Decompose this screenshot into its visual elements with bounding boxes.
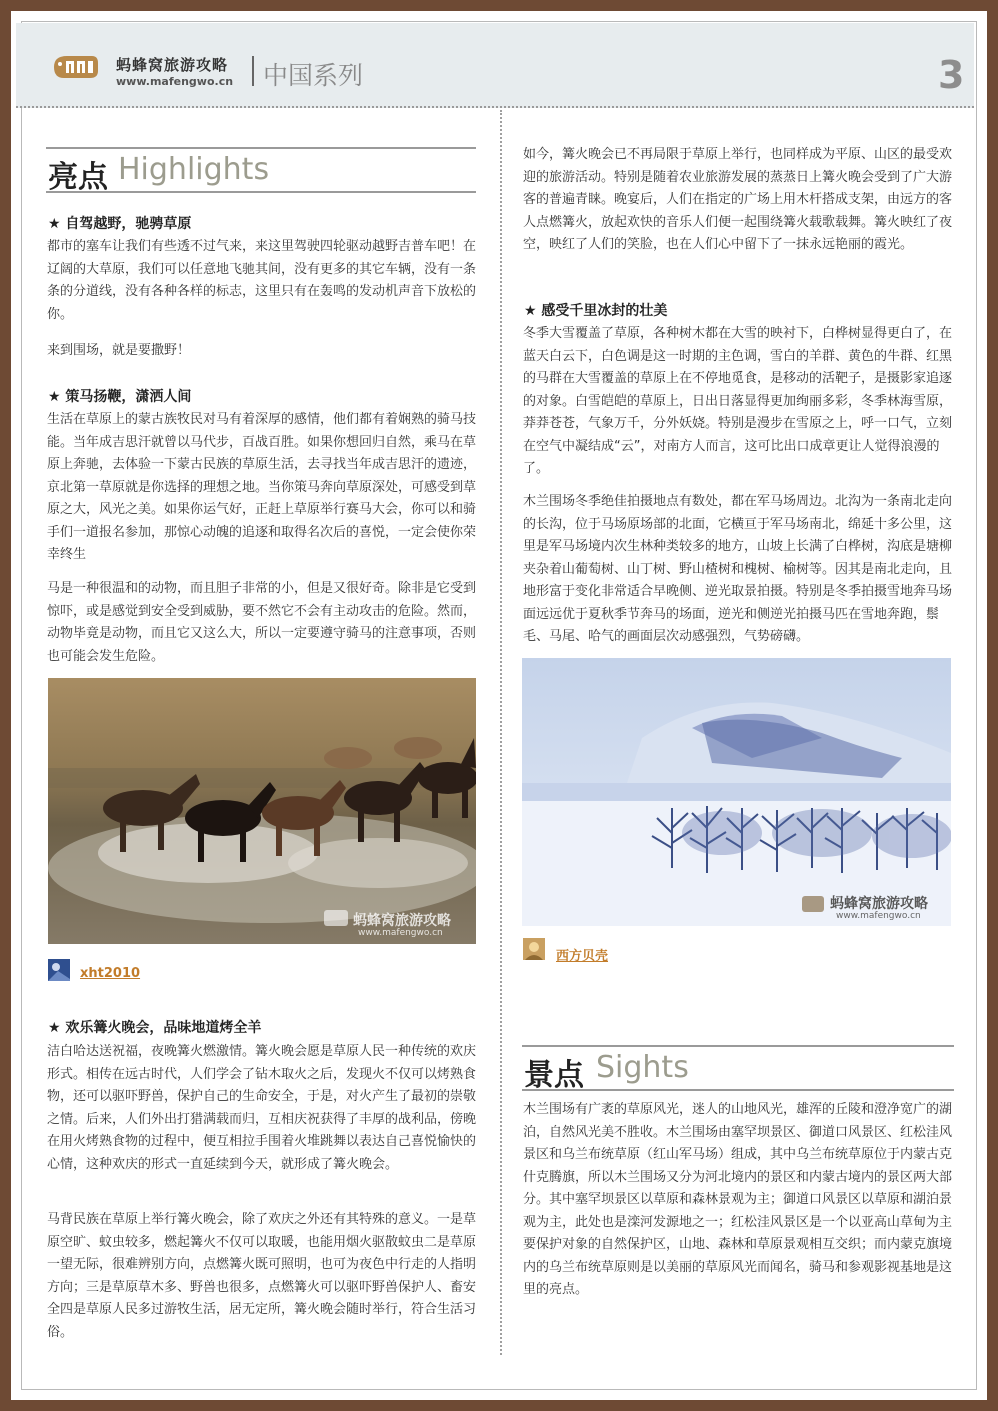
paragraph-wild: 来到围场，就是要撒野！ bbox=[47, 343, 191, 358]
brand-url: www.mafengwo.cn bbox=[116, 75, 234, 88]
paragraph-bonfire: 洁白哈达送祝福，夜晚篝火燃激情。篝火晚会愿是草原人民一种传统的欢庆形式。相传在远古时代，人们学会了钻木取火之后，发现火不仅可以烤熟食物，还可以驱吓野兽，保护自己的生命安全，于是，对火产生了最初的崇敬之情。后来，人们外出打猎满载而归，互相庆祝获得了丰厚的战利品，傍晚在用火烤熟食物的过程中，便互相拉手围着火堆跳舞以表达自己喜悦愉快的心情，这种欢庆的形式一直延续到今天，就形成了篝火晚会。 bbox=[47, 1044, 477, 1172]
paragraph-horse-safety: 马是一种很温和的动物，而且胆子非常的小，但是又很好奇。除非是它受到惊吓，或是感觉到安全受到威胁，要不然它不会有主动攻击的危险。然而，动物毕竟是动物，而且它又这么大，所以一定要遵守骑马的注意事项，否则也可能会发生危险。 bbox=[47, 581, 477, 664]
photo-credit-xifangbeike[interactable]: 西方贝壳 bbox=[556, 949, 609, 964]
paragraph-sights: 木兰围场有广袤的草原风光，迷人的山地风光，雄浑的丘陵和澄净宽广的湖泊，自然风光美不胜收。木兰围场由塞罕坝景区、御道口风景区、红松洼风景区和乌兰布统草原（红山军马场）组成，其中乌兰布统草原位于内蒙古克什克腾旗，所以木兰围场又分为河北境内的景区和内蒙古境内的景区两大部分。其中塞罕坝景区以草原和森林景观为主；御道口风景区以草原和湖泊景观为主，此处也是滦河发源地之一；红松洼风景区是一个以亚高山草甸为主要保护对象的自然保护区，山地、森林和草原景观相互交织；而内蒙克旗境内的乌兰布统草原则是以美丽的草原风光而闻名，骑马和参观影视基地是这里的亮点。 bbox=[523, 1102, 953, 1297]
sights-title-en: Sights bbox=[596, 1050, 689, 1085]
subheading-horse-riding: ★ 策马扬鞭，潇洒人间 bbox=[48, 389, 192, 405]
paragraph-self-drive: 都市的塞车让我们有些透不过气来，来这里驾驶四轮驱动越野吉普车吧！在辽阔的大草原，我们可以任意地飞驰其间，没有更多的其它车辆，没有一条条的分道线，没有各种各样的标志，这里只有在轰鸣的发动机声音下放松的你。 bbox=[47, 239, 477, 322]
user-avatar-xifangbeike[interactable] bbox=[523, 938, 545, 960]
paragraph-bonfire-today: 如今，篝火晚会已不再局限于草原上举行，也同样成为平原、山区的最受欢迎的旅游活动。特别是随着农业旅游发展的蒸蒸日上篝火晚会受到了广大游客的普遍青睐。晚宴后，人们在指定的广场上用木杆搭成支架，由远方的客人点燃篝火，放起欢快的音乐人们便一起围绕篝火载歌载舞。篝火映红了夜空，映红了人们的笑脸，也在人们心中留下了一抹永远艳丽的霞光。 bbox=[523, 147, 953, 252]
highlights-title-zh: 亮点 bbox=[48, 160, 108, 195]
page-header bbox=[16, 23, 974, 108]
column-divider bbox=[500, 110, 502, 1355]
snow-photo-image bbox=[522, 658, 951, 926]
subheading-self-drive: ★ 自驾越野，驰骋草原 bbox=[48, 216, 192, 232]
paragraph-winter-photography: 木兰围场冬季绝佳拍摄地点有数处，都在军马场周边。北沟为一条南北走向的长沟，位于马场原场部的北面，它横亘于军马场南北，绵延十多公里，这里是军马场境内次生林种类较多的地方，山坡上长满了白桦树，沟底是塘柳夹杂着山葡萄树、山丁树、野山楂树和槐树、榆树等。因其是南北走向，且地形富于变化非常适合早晚侧、逆光取景拍摄。特别是冬季拍摄雪地奔马场面远远优于夏秋季节奔马的场面，逆光和侧逆光拍摄马匹在雪地奔跑，鬃毛、马尾、哈气的画面层次动感强烈，气势磅礴。 bbox=[523, 494, 953, 644]
paragraph-horse-riding: 生活在草原上的蒙古族牧民对马有着深厚的感情，他们都有着娴熟的骑马技能。当年成吉思汗就曾以马代步，百战百胜。如果你想回归自然，乘马在草原上奔驰，去体验一下蒙古民族的草原生活，去寻找当年成吉思汗的遗迹，京北第一草原就是你选择的理想之地。当你策马奔向草原深处，可感受到草原之大，风光之美。如果你运气好，正赶上草原举行赛马大会，你可以和骑手们一道报名参加，那惊心动魄的追逐和取得名次后的喜悦，一定会使你荣幸终生 bbox=[47, 412, 477, 562]
subheading-winter: ★ 感受千里冰封的壮美 bbox=[524, 303, 668, 319]
photo1-watermark-url: www.mafengwo.cn bbox=[358, 928, 443, 938]
series-title: 中国系列 bbox=[263, 61, 364, 90]
horses-photo bbox=[48, 678, 476, 944]
snow-photo bbox=[522, 658, 951, 926]
paragraph-bonfire-meaning: 马背民族在草原上举行篝火晚会，除了欢庆之外还有其特殊的意义。一是草原空旷、蚊虫较多，燃起篝火不仅可以取暖，也能用烟火驱散蚊虫二是草原一望无际，很难辨别方向，点燃篝火既可照明，也可为夜色中行走的人指明方向；三是草原草木多、野兽也很多，点燃篝火可以驱吓野兽保护人、畜安全四是草原人民多过游牧生活，居无定所，篝火晚会随时举行，符合生活习俗。 bbox=[47, 1212, 477, 1340]
photo-credit-xht2010[interactable]: xht2010 bbox=[80, 966, 141, 981]
photo1-watermark: 蚂蜂窝旅游攻略 bbox=[353, 913, 451, 929]
subheading-bonfire: ★ 欢乐篝火晚会，品味地道烤全羊 bbox=[48, 1020, 262, 1036]
horses-photo-image bbox=[48, 678, 476, 944]
highlights-title-en: Highlights bbox=[118, 152, 270, 187]
page-number: 3 bbox=[938, 53, 965, 97]
photo2-watermark-url: www.mafengwo.cn bbox=[836, 911, 921, 921]
sights-heading bbox=[522, 1045, 954, 1091]
user-avatar-xht2010[interactable] bbox=[48, 959, 70, 981]
mafengwo-logo-icon bbox=[50, 53, 100, 81]
paragraph-winter: 冬季大雪覆盖了草原，各种树木都在大雪的映衬下，白桦树显得更白了，在蓝天白云下，白色调是这一时期的主色调，雪白的羊群、黄色的牛群、红黑的马群在大雪覆盖的草原上在不停地觅食，是移动的活靶子，是摄影家追逐的对象。白雪皑皑的草原上，日出日落显得更加绚丽多彩，冬季林海雪原，莽莽苍苍，气象万千，分外妖娆。特别是漫步在雪原之上，呼一口气，立刻在空气中凝结成“云”，对南方人而言，这可比出口成章更让人觉得浪漫的了。 bbox=[523, 326, 953, 476]
sights-title-zh: 景点 bbox=[524, 1058, 584, 1093]
photo2-watermark: 蚂蜂窝旅游攻略 bbox=[830, 896, 928, 912]
highlights-heading bbox=[46, 147, 476, 193]
brand-name: 蚂蜂窝旅游攻略 bbox=[116, 56, 229, 74]
header-divider bbox=[252, 56, 254, 86]
